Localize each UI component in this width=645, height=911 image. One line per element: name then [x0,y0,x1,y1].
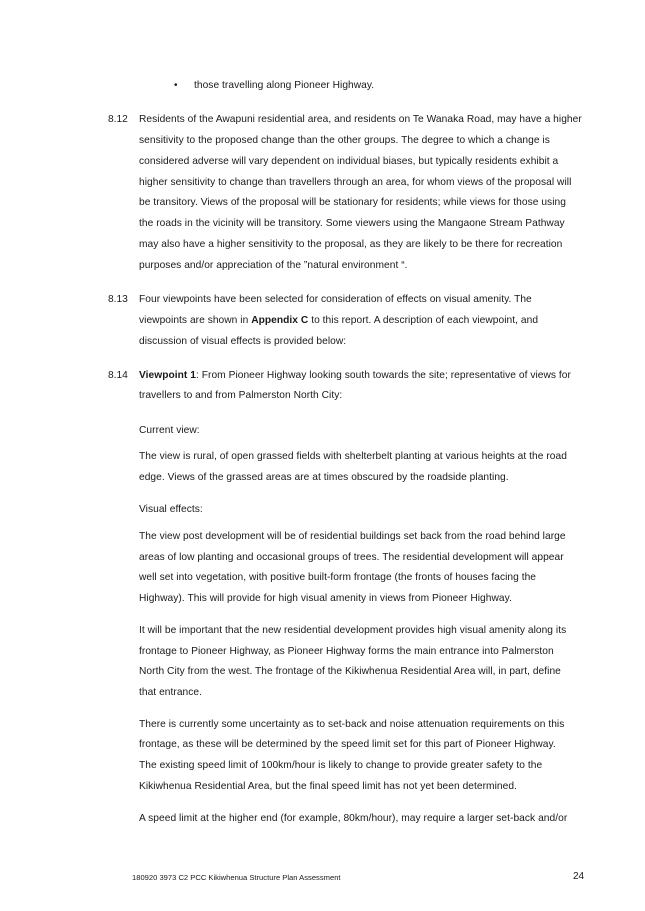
paragraph-line: Residents of the Awapuni residential area, and residents on Te Wanaka Road, may have a higher [139,114,582,125]
paragraph-line: be transitory. Views of the proposal will be stationary for residents; while views for those using [139,197,566,208]
para-number-8-13: 8.13 [108,294,128,305]
paragraph-line: the roads in the vicinity will be transitory. Some viewers using the Mangaone Stream Pathway [139,218,565,229]
line-text: to this report. A description of each viewpoint, and [308,315,539,326]
paragraph-line [139,369,571,383]
appendix-reference: Appendix C [251,315,309,326]
paragraph-line: that entrance. [139,687,202,698]
paragraph-line: well set into vegetation, with positive built-form frontage (the fronts of houses facing the [139,572,537,583]
para-number-8-14: 8.14 [108,370,128,381]
paragraph-line: Four viewpoints have been selected for consideration of effects on visual amenity. The [139,294,532,305]
paragraph-line: edge. Views of the grassed areas are at times obscured by the roadside planting. [139,472,509,483]
viewpoint-heading: Viewpoint 1 [139,370,196,381]
para-number-8-12: 8.12 [108,114,128,125]
paragraph-line: The view post development will be of residential buildings set back from the road behind large [139,531,566,542]
paragraph-line: Highway). This will provide for high visual amenity in views from Pioneer Highway. [139,593,512,604]
paragraph-line: frontage to Pioneer Highway, as Pioneer Highway forms the main entrance into Palmerston [139,646,554,657]
paragraph-line: sensitivity to the proposed change than the other groups. The degree to which a change is [139,135,550,146]
paragraph-line: It will be important that the new residential development provides high visual amenity along its [139,625,567,636]
paragraph-line: Kikiwhenua Residential Area, but the final speed limit has not yet been determined. [139,781,517,792]
visual-effects-label: Visual effects: [139,504,203,515]
paragraph-line: The existing speed limit of 100km/hour is likely to change to provide greater safety to the [139,760,543,771]
paragraph-line: areas of low planting and occasional groups of trees. The residential development will appear [139,552,564,563]
current-view-label: Current view: [139,425,200,436]
paragraph-line: purposes and/or appreciation of the ”natural environment “. [139,260,408,271]
paragraph-line: may also have a higher sensitivity to the proposal, as they are likely to be there for recreation [139,239,563,250]
line-text: : From Pioneer Highway looking south towards the site; representative of views for [195,370,571,381]
paragraph-line: A speed limit at the higher end (for example, 80km/hour), may require a larger set-back and/or [139,813,568,824]
paragraph-line: There is currently some uncertainty as to set-back and noise attenuation requirements on this [139,719,565,730]
paragraph-line: The view is rural, of open grassed fields with shelterbelt planting at various heights at the road [139,451,567,462]
paragraph-line: discussion of visual effects is provided below: [139,336,347,347]
bullet-marker: • [174,80,178,91]
paragraph-line: frontage, as these will be determined by the speed limit set for this part of Pioneer Highway. [139,739,556,750]
paragraph-line: North City from the west. The frontage of the Kikiwhenua Residential Area will, in part, define [139,666,561,677]
bullet-text: those travelling along Pioneer Highway. [194,80,375,91]
paragraph-line: travellers to and from Palmerston North City: [139,390,343,401]
paragraph-line: considered adverse will vary dependent on individual biases, but typically residents exhibit a [139,156,559,167]
paragraph-line [139,314,538,328]
page-number: 24 [573,871,585,882]
footer-reference: 180920 3973 C2 PCC Kikiwhenua Structure Plan Assessment [132,873,341,882]
paragraph-line: higher sensitivity to change than travellers through an area, for whom views of the proposal will [139,177,572,188]
line-text: viewpoints are shown in [139,315,252,326]
